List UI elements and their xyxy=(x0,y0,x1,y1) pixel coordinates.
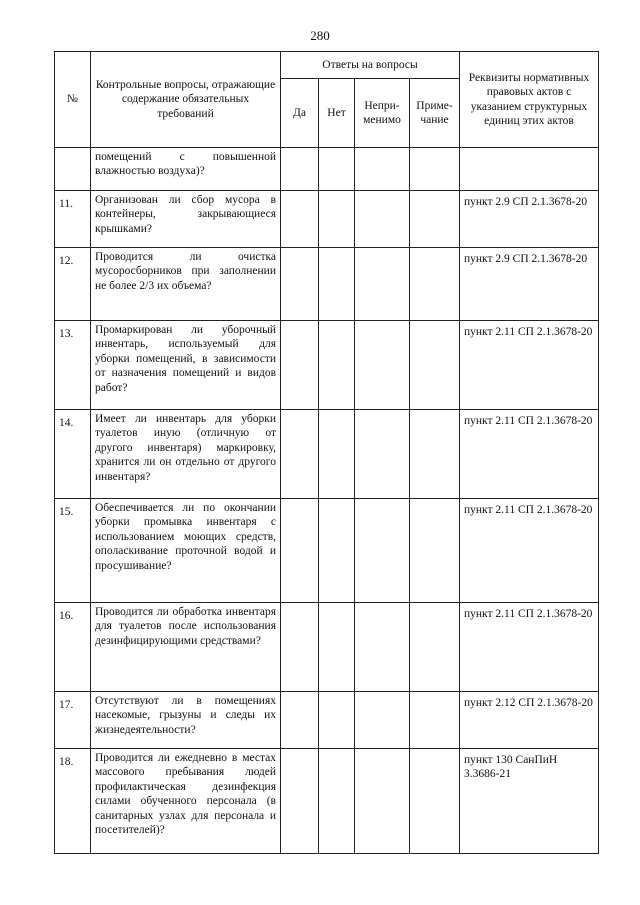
row-requisite: пункт 2.11 СП 2.1.3678-20 xyxy=(460,603,599,692)
answer-no-cell[interactable] xyxy=(319,692,355,749)
answer-note-cell[interactable] xyxy=(410,749,460,854)
answer-yes-cell[interactable] xyxy=(281,499,319,603)
answer-no-cell[interactable] xyxy=(319,603,355,692)
row-requisite: пункт 2.11 СП 2.1.3678-20 xyxy=(460,321,599,410)
answer-not-applicable-cell[interactable] xyxy=(355,148,410,191)
answer-yes-cell[interactable] xyxy=(281,191,319,248)
answer-not-applicable-cell[interactable] xyxy=(355,248,410,321)
answer-note-cell[interactable] xyxy=(410,410,460,499)
row-number: 18. xyxy=(55,749,91,854)
answer-yes-cell[interactable] xyxy=(281,692,319,749)
row-requisite: пункт 2.9 СП 2.1.3678-20 xyxy=(460,248,599,321)
table-row xyxy=(55,148,599,191)
answer-not-applicable-cell[interactable] xyxy=(355,410,410,499)
answer-yes-cell[interactable] xyxy=(281,321,319,410)
table-row xyxy=(55,321,599,410)
answer-note-cell[interactable] xyxy=(410,148,460,191)
answer-yes-cell[interactable] xyxy=(281,603,319,692)
row-requisite xyxy=(460,148,599,191)
table-row xyxy=(55,749,599,854)
row-number: 11. xyxy=(55,191,91,248)
row-number: 13. xyxy=(55,321,91,410)
row-question: Отсутствуют ли в помещениях насекомые, грызуны и следы их жизнедеятельности? xyxy=(91,692,281,749)
row-question: Проводится ли обработка инвентаря для туалетов после использования дезинфицирующими средствами? xyxy=(91,603,281,692)
answer-not-applicable-cell[interactable] xyxy=(355,692,410,749)
row-question: Промаркирован ли уборочный инвентарь, используемый для уборки помещений, в зависимости от назначения помещений и видов работ? xyxy=(91,321,281,410)
answer-no-cell[interactable] xyxy=(319,248,355,321)
row-number: 14. xyxy=(55,410,91,499)
row-requisite: пункт 2.12 СП 2.1.3678-20 xyxy=(460,692,599,749)
answer-not-applicable-cell[interactable] xyxy=(355,603,410,692)
answer-not-applicable-cell[interactable] xyxy=(355,321,410,410)
row-requisite: пункт 2.9 СП 2.1.3678-20 xyxy=(460,191,599,248)
answer-yes-cell[interactable] xyxy=(281,410,319,499)
table-row xyxy=(55,499,599,603)
row-requisite: пункт 130 СанПиН 3.3686-21 xyxy=(460,749,599,854)
table-row xyxy=(55,248,599,321)
answer-no-cell[interactable] xyxy=(319,148,355,191)
checklist-table xyxy=(54,51,599,854)
answer-no-cell[interactable] xyxy=(319,499,355,603)
answer-note-cell[interactable] xyxy=(410,692,460,749)
answer-note-cell[interactable] xyxy=(410,603,460,692)
table-row xyxy=(55,410,599,499)
row-requisite: пункт 2.11 СП 2.1.3678-20 xyxy=(460,410,599,499)
answer-yes-cell[interactable] xyxy=(281,148,319,191)
answer-no-cell[interactable] xyxy=(319,410,355,499)
page-number: 280 xyxy=(310,28,330,43)
answer-yes-cell[interactable] xyxy=(281,749,319,854)
row-number xyxy=(55,148,91,191)
answer-not-applicable-cell[interactable] xyxy=(355,499,410,603)
row-number: 12. xyxy=(55,248,91,321)
row-question: Проводится ли очистка мусоросборников при заполнении не более 2/3 их объема? xyxy=(91,248,281,321)
table-row xyxy=(55,191,599,248)
header-note: Приме-чание xyxy=(410,79,460,148)
table-row xyxy=(55,692,599,749)
header-question: Контрольные вопросы, отражающие содержание обязательных требований xyxy=(91,52,281,148)
answer-not-applicable-cell[interactable] xyxy=(355,749,410,854)
header-answers: Ответы на вопросы xyxy=(281,52,460,79)
answer-yes-cell[interactable] xyxy=(281,248,319,321)
answer-note-cell[interactable] xyxy=(410,499,460,603)
answer-no-cell[interactable] xyxy=(319,749,355,854)
table-header xyxy=(55,52,599,148)
row-question: Обеспечивается ли по окончании уборки промывка инвентаря с использованием моющих средств, ополаскивание проточной водой и просушивание? xyxy=(91,499,281,603)
answer-note-cell[interactable] xyxy=(410,191,460,248)
header-yes: Да xyxy=(281,79,319,148)
answer-note-cell[interactable] xyxy=(410,321,460,410)
table-row xyxy=(55,603,599,692)
answer-no-cell[interactable] xyxy=(319,321,355,410)
row-number: 16. xyxy=(55,603,91,692)
row-number: 15. xyxy=(55,499,91,603)
answer-no-cell[interactable] xyxy=(319,191,355,248)
answer-not-applicable-cell[interactable] xyxy=(355,191,410,248)
answer-note-cell[interactable] xyxy=(410,248,460,321)
header-requisites: Реквизиты нормативных правовых актов с указанием структурных единиц этих актов xyxy=(460,52,599,148)
header-not-applicable: Непри-менимо xyxy=(355,79,410,148)
row-question: Организован ли сбор мусора в контейнеры, закрывающиеся крышками? xyxy=(91,191,281,248)
header-no: Нет xyxy=(319,79,355,148)
row-question: Проводится ли ежедневно в местах массового пребывания людей профилактическая дезинфекция силами обученного персонала (в санитарных узлах для персонала и посетителей)? xyxy=(91,749,281,854)
row-question: помещений с повышенной влажностью воздуха)? xyxy=(91,148,281,191)
row-question: Имеет ли инвентарь для уборки туалетов иную (отличную от другого инвентаря) маркировку, хранится ли он отдельно от другого инвентаря? xyxy=(91,410,281,499)
row-requisite: пункт 2.11 СП 2.1.3678-20 xyxy=(460,499,599,603)
header-number: № xyxy=(55,52,91,148)
row-number: 17. xyxy=(55,692,91,749)
table-body xyxy=(55,148,599,854)
